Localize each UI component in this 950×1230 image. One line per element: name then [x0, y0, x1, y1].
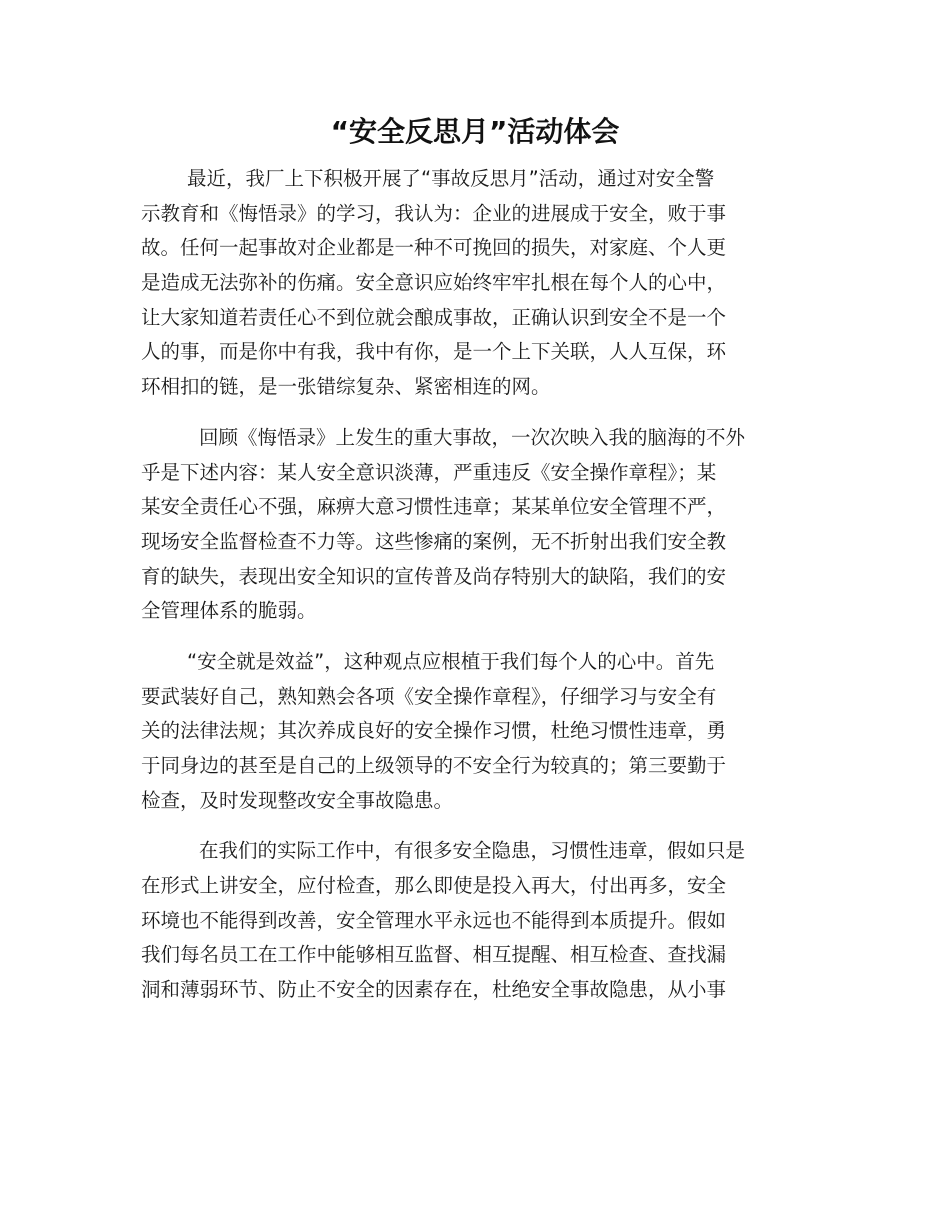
paragraph-line: 要武装好自己，熟知熟会各项《安全操作章程》，仔细学习与安全有 — [141, 684, 717, 708]
paragraph-line: 示教育和《悔悟录》的学习，我认为：企业的进展成于安全，败于事 — [141, 201, 727, 225]
paragraph-line: 洞和薄弱环节、防止不安全的因素存在，杜绝安全事故隐患，从小事 — [141, 978, 727, 1002]
paragraph-2 — [141, 421, 803, 629]
paragraph-line: 环境也不能得到改善，安全管理水平永远也不能得到本质提升。假如 — [141, 908, 727, 932]
paragraph-line: 回顾《悔悟录》上发生的重大事故，一次次映入我的脑海的不外 — [199, 425, 746, 449]
paragraph-line: “安全就是效益”，这种观点应根植于我们每个人的心中。首先 — [187, 649, 715, 673]
paragraph-line: 乎是下述内容：某人安全意识淡薄，严重违反《安全操作章程》；某 — [141, 460, 717, 484]
paragraph-3 — [141, 645, 803, 818]
paragraph-line: 于同身边的甚至是自己的上级领导的不安全行为较真的；第三要勤于 — [141, 754, 727, 777]
paragraph-line: 现场安全监督检查不力等。这些惨痛的案例，无不折射出我们安全教 — [141, 529, 727, 553]
paragraph-line: 某安全责任心不强，麻痹大意习惯性违章；某某单位安全管理不严， — [141, 495, 727, 519]
paragraph-line: 人的事，而是你中有我，我中有你，是一个上下关联，人人互保，环 — [141, 340, 727, 364]
paragraph-line: 在形式上讲安全，应付检查，那么即使是投入再大，付出再多，安全 — [141, 874, 727, 898]
paragraph-line: 故。任何一起事故对企业都是一种不可挽回的损失，对家庭、个人更 — [141, 236, 727, 260]
paragraph-line: 环相扣的链，是一张错综复杂、紧密相连的网。 — [141, 375, 551, 399]
paragraph-line: 我们每名员工在工作中能够相互监督、相互提醒、相互检查、查找漏 — [141, 943, 727, 967]
paragraph-line: 让大家知道若责任心不到位就会酿成事故，正确认识到安全不是一个 — [141, 305, 727, 329]
paragraph-1 — [141, 162, 803, 405]
paragraph-4 — [141, 834, 803, 1007]
paragraph-line: 全管理体系的脆弱。 — [141, 599, 317, 623]
paragraph-line: 是造成无法弥补的伤痛。安全意识应始终牢牢扎根在每个人的心中， — [141, 271, 727, 295]
paragraph-line: 检查，及时发现整改安全事故隐患。 — [141, 788, 454, 812]
document-body — [141, 162, 803, 1024]
document-title: “安全反思月”活动体会 — [330, 115, 620, 148]
paragraph-line: 最近，我厂上下积极开展了“事故反思月”活动，通过对安全警 — [187, 167, 715, 190]
paragraph-line: 育的缺失，表现出安全知识的宣传普及尚存特别大的缺陷，我们的安 — [141, 564, 727, 588]
paragraph-line: 在我们的实际工作中，有很多安全隐患，习惯性违章，假如只是 — [199, 839, 746, 863]
paragraph-line: 关的法律法规；其次养成良好的安全操作习惯，杜绝习惯性违章，勇 — [141, 719, 727, 743]
